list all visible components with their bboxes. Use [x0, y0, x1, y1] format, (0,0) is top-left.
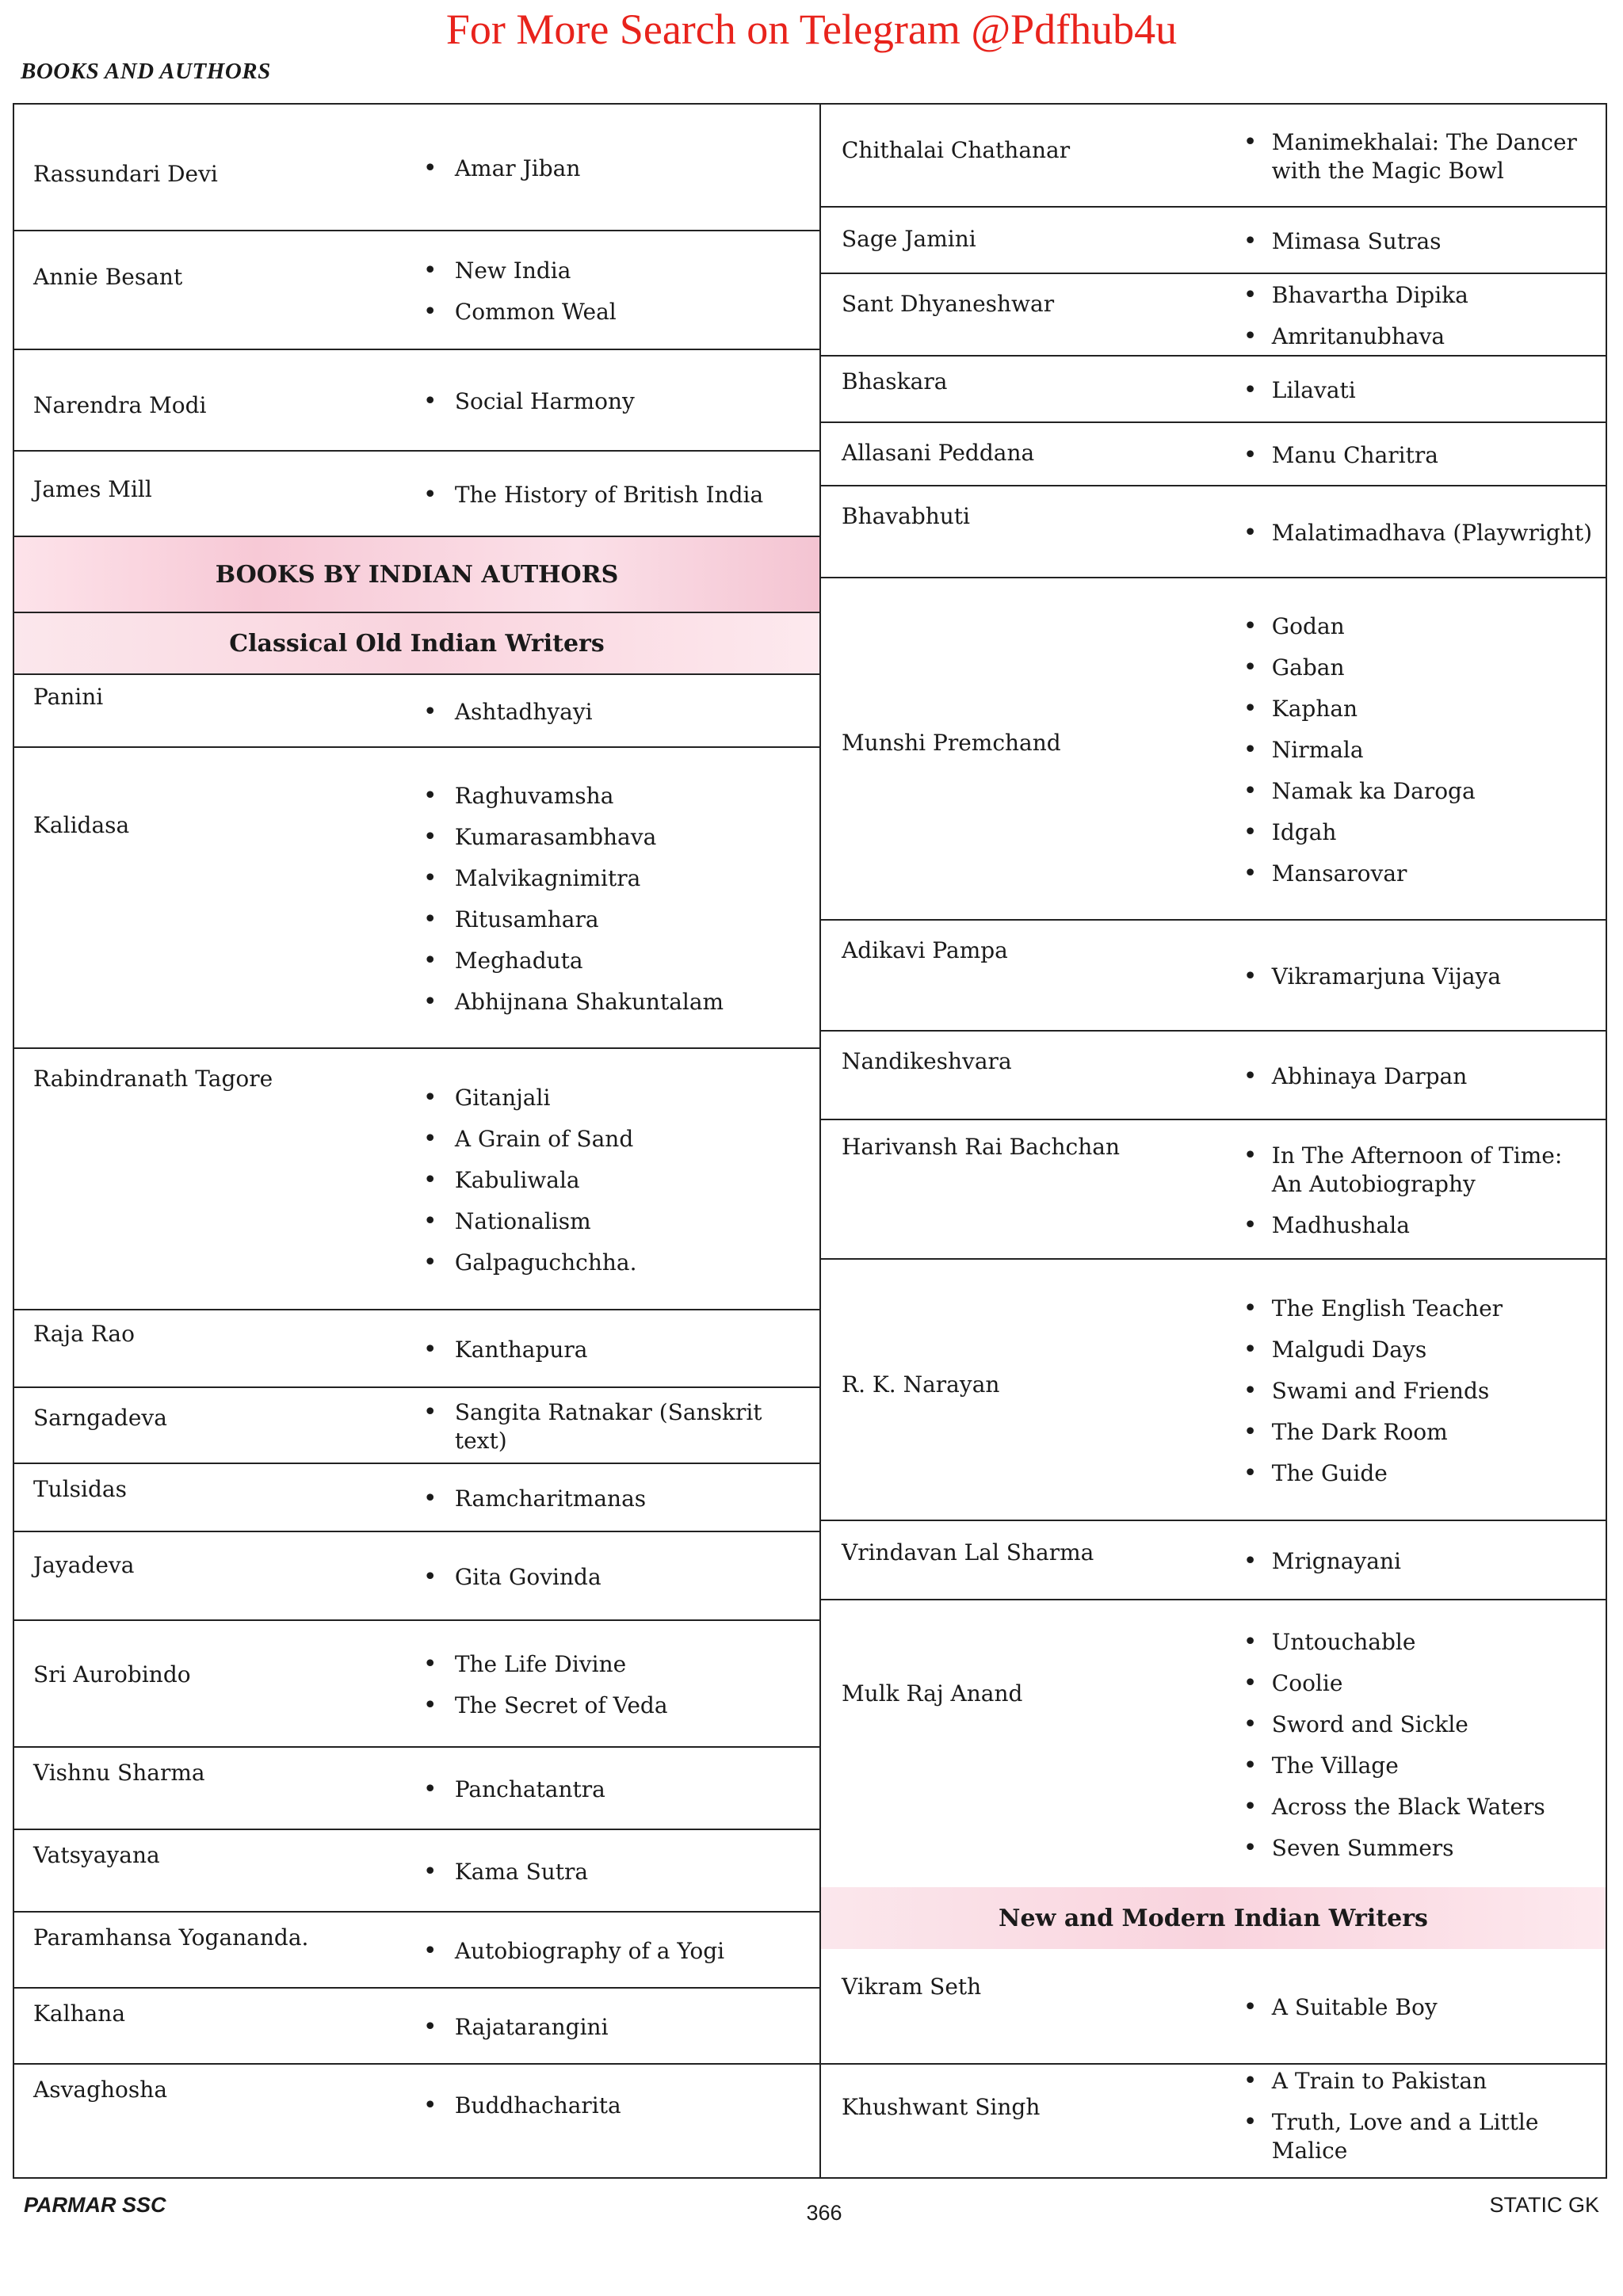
- table-row: [14, 1989, 819, 2065]
- table-row: [14, 350, 819, 452]
- book-title: • Across the Black Waters: [1237, 1793, 1598, 1821]
- book-title: • A Grain of Sand: [417, 1125, 812, 1154]
- book-title: • Nationalism: [417, 1207, 812, 1236]
- table-row: [14, 1532, 819, 1621]
- table-row: [14, 748, 819, 1049]
- book-title: • New India: [417, 257, 812, 285]
- book-title: • Coolie: [1237, 1669, 1598, 1698]
- book-title: • Rajatarangini: [417, 2013, 812, 2042]
- book-list: [1229, 357, 1606, 421]
- book-title: • The Village: [1237, 1752, 1598, 1780]
- book-list: [409, 1532, 819, 1619]
- book-title: • Kanthapura: [417, 1336, 812, 1364]
- book-title: • Nirmala: [1237, 736, 1598, 765]
- book-list: [409, 105, 819, 230]
- book-title: • Kama Sutra: [417, 1858, 812, 1886]
- author-name: Sage Jamini: [842, 226, 976, 252]
- author-name: Allasani Peddana: [842, 440, 1035, 466]
- book-title: • Raghuvamsha: [417, 782, 812, 810]
- author-name: Sant Dhyaneshwar: [842, 291, 1055, 317]
- book-list: [409, 350, 819, 450]
- book-list: [1229, 2065, 1606, 2164]
- table-row: [14, 1464, 819, 1532]
- author-name: Harivansh Rai Bachchan: [842, 1134, 1120, 1160]
- table-row: [821, 1949, 1606, 2065]
- book-title: • Ramcharitmanas: [417, 1485, 812, 1513]
- book-list: [1229, 1260, 1606, 1520]
- book-title: • Namak ka Daroga: [1237, 777, 1598, 806]
- table-row: [821, 1120, 1606, 1260]
- author-name: Munshi Premchand: [842, 730, 1061, 756]
- author-name: Bhaskara: [842, 368, 948, 395]
- book-list: [1229, 105, 1606, 206]
- book-title: • Amar Jiban: [417, 154, 812, 183]
- footer-brand: PARMAR SSC: [24, 2193, 166, 2217]
- table-row: [14, 1748, 819, 1830]
- table-row: [14, 452, 819, 537]
- book-list: [1229, 1600, 1606, 1887]
- author-name: Mulk Raj Anand: [842, 1680, 1023, 1707]
- author-name: Rassundari Devi: [33, 161, 218, 187]
- book-list: [409, 748, 819, 1047]
- table-row: [821, 423, 1606, 486]
- book-list: [1229, 1949, 1606, 2063]
- book-title: • Bhavartha Dipika: [1237, 281, 1598, 310]
- table-row: [821, 105, 1606, 208]
- book-title: • Panchatantra: [417, 1775, 812, 1804]
- book-title: • The Dark Room: [1237, 1418, 1598, 1447]
- book-title: • Abhinaya Darpan: [1237, 1062, 1598, 1091]
- book-title: • Buddhacharita: [417, 2092, 812, 2120]
- author-name: Chithalai Chathanar: [842, 137, 1071, 163]
- table-row: [14, 1049, 819, 1310]
- table-row: [14, 675, 819, 748]
- book-title: • Malvikagnimitra: [417, 864, 812, 893]
- author-name: Vishnu Sharma: [33, 1760, 205, 1786]
- table-row: [14, 1388, 819, 1464]
- table-row: [821, 274, 1606, 357]
- book-title: • Kumarasambhava: [417, 823, 812, 852]
- book-list: [1229, 1032, 1606, 1119]
- book-list: [1229, 1120, 1606, 1258]
- author-name: Panini: [33, 684, 104, 710]
- table-row: [821, 1260, 1606, 1521]
- book-list: [409, 1049, 819, 1309]
- author-name: Annie Besant: [33, 264, 183, 290]
- book-title: • The Guide: [1237, 1459, 1598, 1488]
- book-title: • The Secret of Veda: [417, 1691, 812, 1720]
- book-title: • In The Afternoon of Time: An Autobiography: [1237, 1142, 1598, 1199]
- book-list: [409, 1464, 819, 1531]
- author-name: Kalidasa: [33, 812, 130, 838]
- table-row: [821, 578, 1606, 921]
- author-name: Tulsidas: [33, 1476, 127, 1502]
- book-title: • Godan: [1237, 612, 1598, 641]
- book-title: • Gaban: [1237, 654, 1598, 682]
- author-name: Bhavabhuti: [842, 503, 971, 529]
- author-name: Raja Rao: [33, 1321, 135, 1347]
- author-name: Sri Aurobindo: [33, 1661, 191, 1688]
- table-row: [14, 1621, 819, 1748]
- book-title: • Manimekhalai: The Dancer with the Magic Bowl: [1237, 128, 1598, 185]
- book-title: • Abhijnana Shakuntalam: [417, 988, 812, 1016]
- book-list: [409, 675, 819, 746]
- table-row: [14, 231, 819, 350]
- author-name: Narendra Modi: [33, 392, 207, 418]
- book-list: [1229, 486, 1606, 577]
- book-title: • The Life Divine: [417, 1650, 812, 1679]
- book-list: [1229, 921, 1606, 1030]
- book-title: • Seven Summers: [1237, 1834, 1598, 1863]
- book-title: • Idgah: [1237, 818, 1598, 847]
- book-title: • Social Harmony: [417, 387, 812, 416]
- book-title: • The English Teacher: [1237, 1295, 1598, 1323]
- book-list: [1229, 578, 1606, 919]
- running-header: BOOKS AND AUTHORS: [21, 59, 271, 84]
- table-row: [821, 357, 1606, 423]
- subsection-title: New and Modern Indian Writers: [821, 1887, 1606, 1949]
- book-title: • Malgudi Days: [1237, 1336, 1598, 1364]
- table-row: [14, 1310, 819, 1388]
- book-list: [409, 1830, 819, 1911]
- author-name: James Mill: [33, 476, 152, 502]
- book-list: [409, 452, 819, 536]
- book-title: • Kabuliwala: [417, 1166, 812, 1195]
- book-title: • Gitanjali: [417, 1084, 812, 1112]
- table-row: [14, 105, 819, 231]
- author-name: Adikavi Pampa: [842, 937, 1008, 963]
- book-list: [409, 1621, 819, 1746]
- book-title: • Mansarovar: [1237, 860, 1598, 888]
- book-title: • Amritanubhava: [1237, 322, 1598, 351]
- author-name: Nandikeshvara: [842, 1048, 1012, 1074]
- book-list: [409, 1913, 819, 1987]
- table-row: [821, 1521, 1606, 1600]
- book-list: [409, 1989, 819, 2063]
- table-row: [14, 2065, 819, 2144]
- book-list: [409, 1310, 819, 1386]
- author-name: Jayadeva: [33, 1552, 135, 1578]
- author-name: Vatsyayana: [33, 1842, 160, 1868]
- table-row: [821, 208, 1606, 274]
- book-title: • Ashtadhyayi: [417, 698, 812, 727]
- book-title: • Untouchable: [1237, 1628, 1598, 1657]
- page-number: 366: [806, 2201, 842, 2225]
- book-title: • Vikramarjuna Vijaya: [1237, 963, 1598, 991]
- book-title: • Lilavati: [1237, 376, 1598, 405]
- book-list: [1229, 208, 1606, 273]
- author-name: Kalhana: [33, 2000, 126, 2027]
- author-name: Khushwant Singh: [842, 2094, 1041, 2120]
- book-title: • Galpaguchchha.: [417, 1249, 812, 1277]
- book-title: • Mimasa Sutras: [1237, 227, 1598, 256]
- book-title: • Sangita Ratnakar (Sanskrit text): [417, 1398, 812, 1455]
- author-name: Rabindranath Tagore: [33, 1066, 273, 1092]
- section-title: BOOKS BY INDIAN AUTHORS: [14, 537, 819, 613]
- table-row: [14, 1830, 819, 1913]
- footer-section: STATIC GK: [1489, 2193, 1599, 2217]
- book-title: • Swami and Friends: [1237, 1377, 1598, 1405]
- author-name: Vikram Seth: [842, 1974, 982, 2000]
- book-title: • Common Weal: [417, 298, 812, 326]
- author-name: Sarngadeva: [33, 1405, 167, 1431]
- author-name: Asvaghosha: [33, 2077, 168, 2103]
- author-name: R. K. Narayan: [842, 1371, 1000, 1398]
- right-column: [819, 103, 1607, 2179]
- table-row: [821, 1600, 1606, 1887]
- table-row: [14, 1913, 819, 1989]
- author-name: Vrindavan Lal Sharma: [842, 1539, 1094, 1566]
- table-row: [821, 2065, 1606, 2164]
- book-title: • Mrignayani: [1237, 1547, 1598, 1576]
- author-name: Paramhansa Yogananda.: [33, 1924, 309, 1951]
- book-title: • Meghaduta: [417, 947, 812, 975]
- book-title: • A Suitable Boy: [1237, 1993, 1598, 2022]
- book-title: • Truth, Love and a Little Malice: [1237, 2108, 1598, 2165]
- book-title: • Autobiography of a Yogi: [417, 1937, 812, 1966]
- book-list: [1229, 274, 1606, 355]
- book-list: [409, 2065, 819, 2144]
- subsection-title: Classical Old Indian Writers: [14, 613, 819, 675]
- book-title: • The History of British India: [417, 481, 812, 509]
- book-list: [409, 231, 819, 349]
- book-title: • Manu Charitra: [1237, 441, 1598, 470]
- left-column: [13, 103, 819, 2179]
- book-title: • Gita Govinda: [417, 1563, 812, 1592]
- book-list: [1229, 423, 1606, 485]
- telegram-banner: For More Search on Telegram @Pdfhub4u: [445, 6, 1178, 53]
- book-title: • Ritusamhara: [417, 906, 812, 934]
- book-title: • Sword and Sickle: [1237, 1711, 1598, 1739]
- book-list: [409, 1748, 819, 1829]
- book-title: • A Train to Pakistan: [1237, 2067, 1598, 2096]
- table-row: [821, 486, 1606, 578]
- book-title: • Kaphan: [1237, 695, 1598, 723]
- book-list: [1229, 1521, 1606, 1599]
- table-row: [821, 1032, 1606, 1120]
- book-list: [409, 1388, 819, 1463]
- book-title: • Madhushala: [1237, 1211, 1598, 1240]
- book-title: • Malatimadhava (Playwright): [1237, 519, 1598, 547]
- table-row: [821, 921, 1606, 1032]
